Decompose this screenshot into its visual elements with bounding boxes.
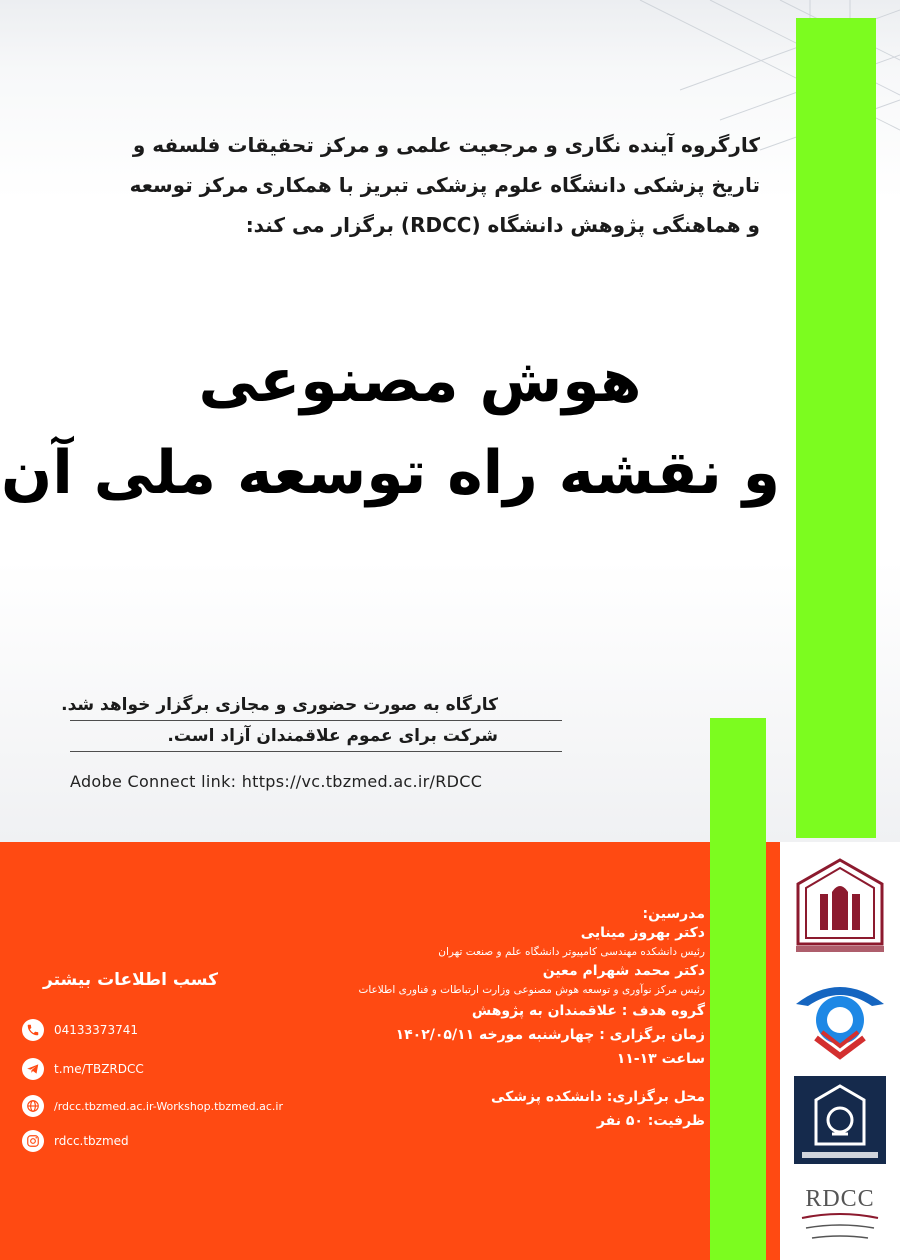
info-line-open-to-public: شرکت برای عموم علاقمندان آزاد است. <box>167 726 498 746</box>
target-group-row <box>250 999 705 1023</box>
organizer-line: کارگروه آینده نگاری و مرجعیت علمی و مرکز تحقیقات فلسفه و <box>132 133 760 157</box>
spacer <box>250 1071 705 1085</box>
website-row[interactable] <box>22 1094 283 1118</box>
contact-info <box>18 970 318 1148</box>
organizer-text <box>120 125 760 245</box>
venue-value: دانشکده پزشکی <box>490 1089 602 1105</box>
adobe-connect-link[interactable]: Adobe Connect link: https://vc.tbzmed.ac.ir/RDCC <box>70 772 483 791</box>
more-info-title: کسب اطلاعات بیشتر <box>43 970 218 990</box>
logo-column <box>780 842 900 1260</box>
organizer-line: و هماهنگی پژوهش دانشگاه (RDCC) برگزار می کند: <box>245 213 760 237</box>
title-line-2: و نقشه راه توسعه ملی آن <box>1 438 780 508</box>
phone-number: 04133373741 <box>54 1023 138 1037</box>
target-group-value: علاقمندان به پژوهش <box>471 1003 617 1019</box>
instagram-icon <box>22 1130 44 1152</box>
rdcc-logo <box>792 1178 888 1248</box>
target-group-label: گروه هدف : <box>621 1003 705 1019</box>
phone-row[interactable] <box>22 1018 138 1042</box>
venue-label: محل برگزاری: <box>606 1089 705 1105</box>
instructor-2-name: دکتر محمد شهرام معین <box>542 963 705 979</box>
instructors-label: مدرسین: <box>642 906 705 922</box>
faculty-logo <box>792 1074 888 1166</box>
venue-row <box>250 1085 705 1109</box>
telegram-icon <box>22 1058 44 1080</box>
instructor-1-name: دکتر بهروز مینایی <box>580 925 705 941</box>
research-center-logo <box>792 976 888 1062</box>
info-line-attendance: کارگاه به صورت حضوری و مجازی برگزار خواهد شد. <box>61 695 498 715</box>
time-label: زمان برگزاری : <box>599 1027 705 1043</box>
rdcc-logo-text: RDCC <box>805 1186 875 1212</box>
capacity-value: ۵۰ نفر <box>596 1113 643 1129</box>
telegram-link: t.me/TBZRDCC <box>54 1062 144 1076</box>
main-title <box>1 335 780 519</box>
instructor-1-affiliation: رئیس دانشکده مهندسی کامپیوتر دانشگاه علم و صنعت تهران <box>438 946 705 958</box>
capacity-label: ظرفیت: <box>647 1113 705 1129</box>
workshop-info <box>62 690 562 791</box>
instructor-2-affiliation: رئیس مرکز نوآوری و توسعه هوش مصنوعی وزارت ارتباطات و فناوری اطلاعات <box>358 984 705 996</box>
time-row <box>250 1023 705 1047</box>
telegram-row[interactable] <box>22 1057 144 1081</box>
title-line-1: هوش مصنوعی <box>198 346 642 416</box>
hour-row: ساعت ۱۳-۱۱ <box>616 1051 705 1067</box>
globe-icon <box>22 1095 44 1117</box>
green-accent-bar-top <box>796 18 876 838</box>
capacity-row <box>250 1109 705 1133</box>
divider <box>70 751 562 752</box>
phone-icon <box>22 1019 44 1041</box>
instagram-row[interactable] <box>22 1129 129 1153</box>
instagram-handle: rdcc.tbzmed <box>54 1134 129 1148</box>
website-link: /rdcc.tbzmed.ac.ir-Workshop.tbzmed.ac.ir <box>54 1099 283 1113</box>
time-value: چهارشنبه مورخه ۱۴۰۲/۰۵/۱۱ <box>395 1027 595 1043</box>
workshop-details <box>250 905 705 1133</box>
organizer-line: تاریخ پزشکی دانشگاه علوم پزشکی تبریز با همکاری مرکز توسعه <box>129 173 760 197</box>
green-accent-bar-bottom <box>710 718 766 1260</box>
university-logo <box>792 856 888 956</box>
